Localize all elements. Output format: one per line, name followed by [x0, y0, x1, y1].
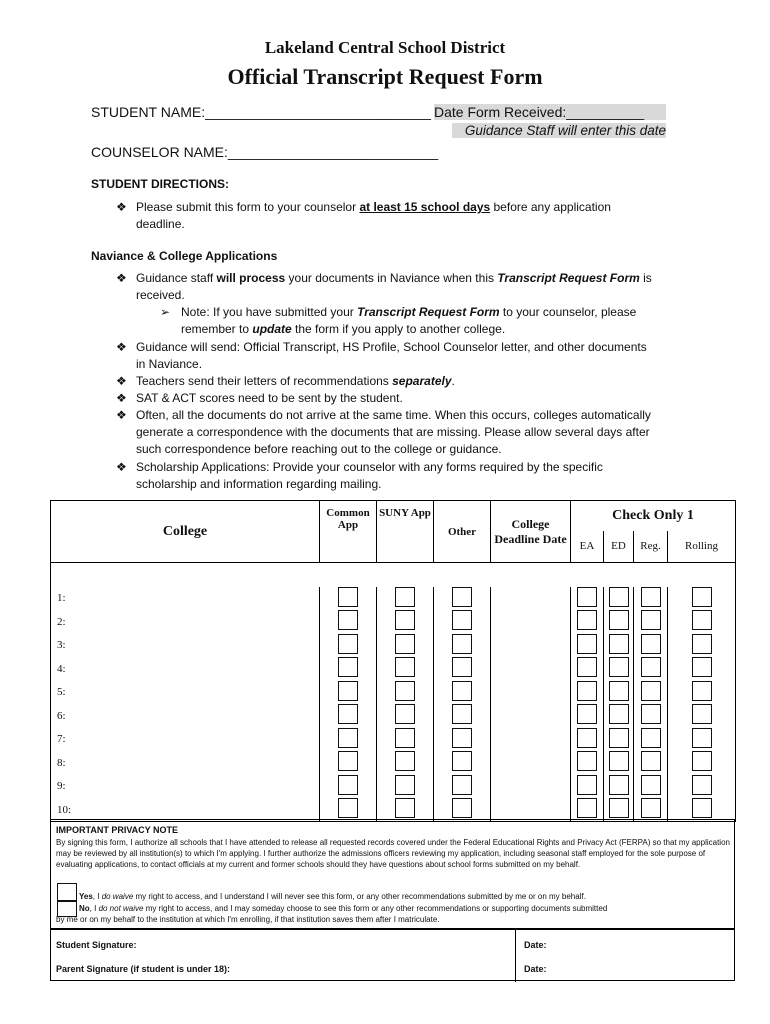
naviance-heading: Naviance & College Applications — [91, 249, 278, 263]
ea-cell — [571, 610, 604, 634]
college-name-cell[interactable]: 4: — [51, 657, 320, 681]
ea-checkbox[interactable] — [577, 751, 597, 771]
ea-checkbox[interactable] — [577, 610, 597, 630]
other-cell — [434, 681, 491, 705]
deadline-cell[interactable] — [491, 681, 571, 705]
student-signature-label[interactable]: Student Signature: — [56, 940, 137, 950]
header-suny-app: SUNY App — [377, 501, 434, 563]
reg-cell — [634, 610, 668, 634]
other-checkbox[interactable] — [452, 681, 472, 701]
diamond-bullet-icon: ❖ — [116, 271, 127, 285]
college-name-cell[interactable]: 2: — [51, 610, 320, 634]
suny-app-cell — [377, 798, 434, 822]
diamond-bullet-icon: ❖ — [116, 391, 127, 405]
header-common-app: Common App — [320, 501, 377, 563]
rolling-cell — [668, 775, 736, 799]
common-app-cell — [320, 681, 377, 705]
rolling-cell — [668, 610, 736, 634]
college-name-cell[interactable]: 6: — [51, 704, 320, 728]
deadline-cell[interactable] — [491, 657, 571, 681]
naviance-item-4: SAT & ACT scores need to be sent by the student. — [136, 391, 403, 405]
diamond-bullet-icon: ❖ — [116, 340, 127, 354]
ed-checkbox[interactable] — [609, 775, 629, 795]
suny-app-checkbox[interactable] — [395, 610, 415, 630]
rolling-checkbox[interactable] — [692, 798, 712, 818]
ed-cell — [604, 704, 634, 728]
rolling-cell — [668, 634, 736, 658]
privacy-body: By signing this form, I authorize all schools that I have attended to release all requested records covered under the Federal Educational Rights and Privacy Act (FERPA) so that my application may be reviewed by all institution(s) to which I'm applying. I further authorize the admissions officers reviewing my application, including seasonal staff employed for the sole purpose of evaluating applications, to contact officials at my current and former schools should they have questions about school forms submitted on my behalf. — [56, 838, 730, 869]
other-cell — [434, 728, 491, 752]
privacy-heading: IMPORTANT PRIVACY NOTE — [56, 825, 179, 835]
rolling-checkbox[interactable] — [692, 681, 712, 701]
ea-checkbox[interactable] — [577, 798, 597, 818]
rolling-checkbox[interactable] — [692, 728, 712, 748]
common-app-checkbox[interactable] — [338, 610, 358, 630]
table-row — [51, 775, 736, 799]
common-app-checkbox[interactable] — [338, 751, 358, 771]
ea-checkbox[interactable] — [577, 728, 597, 748]
yes-waive-checkbox[interactable] — [57, 883, 77, 901]
arrowhead-icon: ➢ — [160, 305, 171, 319]
ed-cell — [604, 657, 634, 681]
table-row — [51, 728, 736, 752]
suny-app-checkbox[interactable] — [395, 587, 415, 607]
reg-checkbox[interactable] — [641, 704, 661, 724]
no-waive-text: No, I do not waive my right to access, and I may someday choose to see this form or any other recommendations or supporting documents submitted — [79, 904, 608, 913]
header-college: College — [51, 501, 320, 563]
reg-checkbox[interactable] — [641, 681, 661, 701]
diamond-bullet-icon: ❖ — [116, 374, 127, 388]
other-cell — [434, 634, 491, 658]
suny-app-checkbox[interactable] — [395, 728, 415, 748]
other-checkbox[interactable] — [452, 728, 472, 748]
naviance-item-5: Often, all the documents do not arrive at the same time. When this occurs, colleges automatically generate a correspondence with the documents that are missing. Please allow several days after such correspondence before reaching out to the college or guidance. — [136, 408, 651, 456]
deadline-cell[interactable] — [491, 728, 571, 752]
naviance-item-3: Teachers send their letters of recommendations separately. — [136, 374, 455, 388]
common-app-cell — [320, 610, 377, 634]
college-name-cell[interactable]: 7: — [51, 728, 320, 752]
ed-checkbox[interactable] — [609, 751, 629, 771]
deadline-cell[interactable] — [491, 634, 571, 658]
suny-app-checkbox[interactable] — [395, 704, 415, 724]
ea-cell — [571, 775, 604, 799]
suny-app-checkbox[interactable] — [395, 775, 415, 795]
ea-cell — [571, 704, 604, 728]
common-app-cell — [320, 751, 377, 775]
header-rolling: Rolling — [668, 531, 736, 563]
common-app-checkbox[interactable] — [338, 681, 358, 701]
parent-signature-label[interactable]: Parent Signature (if student is under 18): — [56, 964, 231, 974]
table-row — [51, 681, 736, 705]
ed-checkbox[interactable] — [609, 587, 629, 607]
ea-cell — [571, 587, 604, 611]
ed-cell — [604, 798, 634, 822]
ea-cell — [571, 728, 604, 752]
yes-waive-text: Yes, I do waive my right to access, and I understand I will never see this form, or any other recommendations submitted by me or on my behalf. — [79, 892, 586, 901]
suny-app-cell — [377, 587, 434, 611]
college-name-cell[interactable]: 1: — [51, 587, 320, 611]
form-title: Official Transcript Request Form — [227, 64, 543, 89]
reg-cell — [634, 704, 668, 728]
directions-heading: STUDENT DIRECTIONS: — [91, 177, 229, 191]
reg-checkbox[interactable] — [641, 587, 661, 607]
table-row — [51, 798, 736, 822]
common-app-cell — [320, 587, 377, 611]
date-received-field[interactable]: Date Form Received:__________ — [434, 104, 666, 120]
ed-checkbox[interactable] — [609, 728, 629, 748]
other-cell — [434, 704, 491, 728]
reg-checkbox[interactable] — [641, 634, 661, 654]
table-row — [51, 587, 736, 611]
other-cell — [434, 657, 491, 681]
parent-date-label[interactable]: Date: — [524, 964, 547, 974]
ed-cell — [604, 775, 634, 799]
counselor-name-field[interactable]: COUNSELOR NAME:___________________________ — [91, 144, 439, 160]
reg-checkbox[interactable] — [641, 798, 661, 818]
ea-checkbox[interactable] — [577, 587, 597, 607]
naviance-note: Note: If you have submitted your Transcript Request Form to your counselor, please remember to update the form if you apply to another college. — [181, 305, 637, 336]
ea-checkbox[interactable] — [577, 704, 597, 724]
ea-checkbox[interactable] — [577, 681, 597, 701]
reg-checkbox[interactable] — [641, 751, 661, 771]
reg-cell — [634, 657, 668, 681]
suny-app-checkbox[interactable] — [395, 681, 415, 701]
college-table — [50, 500, 736, 822]
district-name: Lakeland Central School District — [264, 38, 506, 57]
rolling-checkbox[interactable] — [692, 657, 712, 677]
reg-cell — [634, 751, 668, 775]
other-checkbox[interactable] — [452, 634, 472, 654]
rolling-checkbox[interactable] — [692, 610, 712, 630]
ed-checkbox[interactable] — [609, 610, 629, 630]
table-row — [51, 751, 736, 775]
diamond-bullet-icon: ❖ — [116, 200, 127, 214]
other-cell — [434, 610, 491, 634]
header-other: Other — [434, 501, 491, 563]
college-name-cell[interactable]: 10: — [51, 798, 320, 822]
table-row — [51, 634, 736, 658]
ea-checkbox[interactable] — [577, 634, 597, 654]
common-app-checkbox[interactable] — [338, 587, 358, 607]
table-row — [51, 610, 736, 634]
other-checkbox[interactable] — [452, 587, 472, 607]
suny-app-checkbox[interactable] — [395, 798, 415, 818]
reg-checkbox[interactable] — [641, 610, 661, 630]
header-ed: ED — [604, 531, 634, 563]
deadline-cell[interactable] — [491, 704, 571, 728]
rolling-cell — [668, 657, 736, 681]
rolling-checkbox[interactable] — [692, 775, 712, 795]
ed-cell — [604, 728, 634, 752]
college-name-cell[interactable]: 3: — [51, 634, 320, 658]
suny-app-cell — [377, 775, 434, 799]
ed-checkbox[interactable] — [609, 657, 629, 677]
ea-checkbox[interactable] — [577, 657, 597, 677]
other-checkbox[interactable] — [452, 775, 472, 795]
ea-cell — [571, 751, 604, 775]
reg-checkbox[interactable] — [641, 728, 661, 748]
ed-cell — [604, 681, 634, 705]
common-app-cell — [320, 775, 377, 799]
common-app-checkbox[interactable] — [338, 634, 358, 654]
no-waive-text-cont: by me or on my behalf to the institution at which I'm enrolling, if that institution saves them after I matriculate. — [56, 915, 440, 924]
header-check-only: Check Only 1 — [571, 501, 736, 531]
ed-checkbox[interactable] — [609, 634, 629, 654]
suny-app-cell — [377, 681, 434, 705]
rolling-checkbox[interactable] — [692, 704, 712, 724]
common-app-checkbox[interactable] — [338, 704, 358, 724]
other-cell — [434, 751, 491, 775]
college-rows — [51, 587, 736, 822]
ea-cell — [571, 634, 604, 658]
ea-cell — [571, 681, 604, 705]
suny-app-cell — [377, 751, 434, 775]
student-name-field[interactable]: STUDENT NAME:_____________________________ — [91, 104, 431, 120]
naviance-item-2: Guidance will send: Official Transcript, HS Profile, School Counselor letter, and other documents in Naviance. — [136, 340, 647, 371]
common-app-checkbox[interactable] — [338, 798, 358, 818]
rolling-cell — [668, 704, 736, 728]
common-app-cell — [320, 704, 377, 728]
directions-item-1: Please submit this form to your counselor at least 15 school days before any application deadline. — [136, 200, 611, 231]
header-ea: EA — [571, 531, 604, 563]
rolling-checkbox[interactable] — [692, 751, 712, 771]
ea-cell — [571, 657, 604, 681]
ed-cell — [604, 610, 634, 634]
privacy-box — [50, 819, 735, 929]
ea-checkbox[interactable] — [577, 775, 597, 795]
college-name-cell[interactable]: 9: — [51, 775, 320, 799]
common-app-cell — [320, 728, 377, 752]
reg-cell — [634, 634, 668, 658]
diamond-bullet-icon: ❖ — [116, 408, 127, 422]
deadline-cell[interactable] — [491, 775, 571, 799]
reg-cell — [634, 775, 668, 799]
header-deadline: College Deadline Date — [491, 501, 571, 563]
table-row — [51, 657, 736, 681]
naviance-item-6: Scholarship Applications: Provide your counselor with any forms required by the specific scholarship and information regarding mailing. — [136, 460, 603, 491]
suny-app-checkbox[interactable] — [395, 751, 415, 771]
common-app-cell — [320, 634, 377, 658]
reg-checkbox[interactable] — [641, 775, 661, 795]
ea-cell — [571, 798, 604, 822]
suny-app-checkbox[interactable] — [395, 657, 415, 677]
naviance-item-1: Guidance staff will process your documents in Naviance when this Transcript Request Form is received. — [136, 271, 652, 302]
suny-app-cell — [377, 634, 434, 658]
reg-checkbox[interactable] — [641, 657, 661, 677]
suny-app-cell — [377, 657, 434, 681]
rolling-cell — [668, 798, 736, 822]
suny-app-cell — [377, 728, 434, 752]
common-app-checkbox[interactable] — [338, 728, 358, 748]
other-cell — [434, 587, 491, 611]
rolling-cell — [668, 728, 736, 752]
deadline-cell[interactable] — [491, 587, 571, 611]
reg-cell — [634, 587, 668, 611]
other-cell — [434, 775, 491, 799]
other-checkbox[interactable] — [452, 610, 472, 630]
rolling-cell — [668, 751, 736, 775]
other-checkbox[interactable] — [452, 657, 472, 677]
common-app-checkbox[interactable] — [338, 657, 358, 677]
suny-app-cell — [377, 610, 434, 634]
rolling-checkbox[interactable] — [692, 587, 712, 607]
signature-box — [50, 929, 735, 981]
reg-cell — [634, 798, 668, 822]
other-checkbox[interactable] — [452, 704, 472, 724]
ed-cell — [604, 751, 634, 775]
header-reg: Reg. — [634, 531, 668, 563]
rolling-cell — [668, 681, 736, 705]
reg-cell — [634, 681, 668, 705]
suny-app-checkbox[interactable] — [395, 634, 415, 654]
table-row — [51, 704, 736, 728]
other-checkbox[interactable] — [452, 751, 472, 771]
ed-checkbox[interactable] — [609, 681, 629, 701]
ed-cell — [604, 587, 634, 611]
rolling-checkbox[interactable] — [692, 634, 712, 654]
reg-cell — [634, 728, 668, 752]
student-date-label[interactable]: Date: — [524, 940, 547, 950]
deadline-cell[interactable] — [491, 610, 571, 634]
common-app-cell — [320, 798, 377, 822]
college-name-cell[interactable]: 8: — [51, 751, 320, 775]
common-app-checkbox[interactable] — [338, 775, 358, 795]
common-app-cell — [320, 657, 377, 681]
other-checkbox[interactable] — [452, 798, 472, 818]
other-cell — [434, 798, 491, 822]
guidance-note: Guidance Staff will enter this date — [452, 123, 666, 138]
table-spacer — [51, 563, 736, 587]
rolling-cell — [668, 587, 736, 611]
deadline-cell[interactable] — [491, 751, 571, 775]
deadline-cell[interactable] — [491, 798, 571, 822]
diamond-bullet-icon: ❖ — [116, 460, 127, 474]
suny-app-cell — [377, 704, 434, 728]
ed-checkbox[interactable] — [609, 798, 629, 818]
college-name-cell[interactable]: 5: — [51, 681, 320, 705]
ed-cell — [604, 634, 634, 658]
signature-divider — [515, 930, 516, 982]
ed-checkbox[interactable] — [609, 704, 629, 724]
